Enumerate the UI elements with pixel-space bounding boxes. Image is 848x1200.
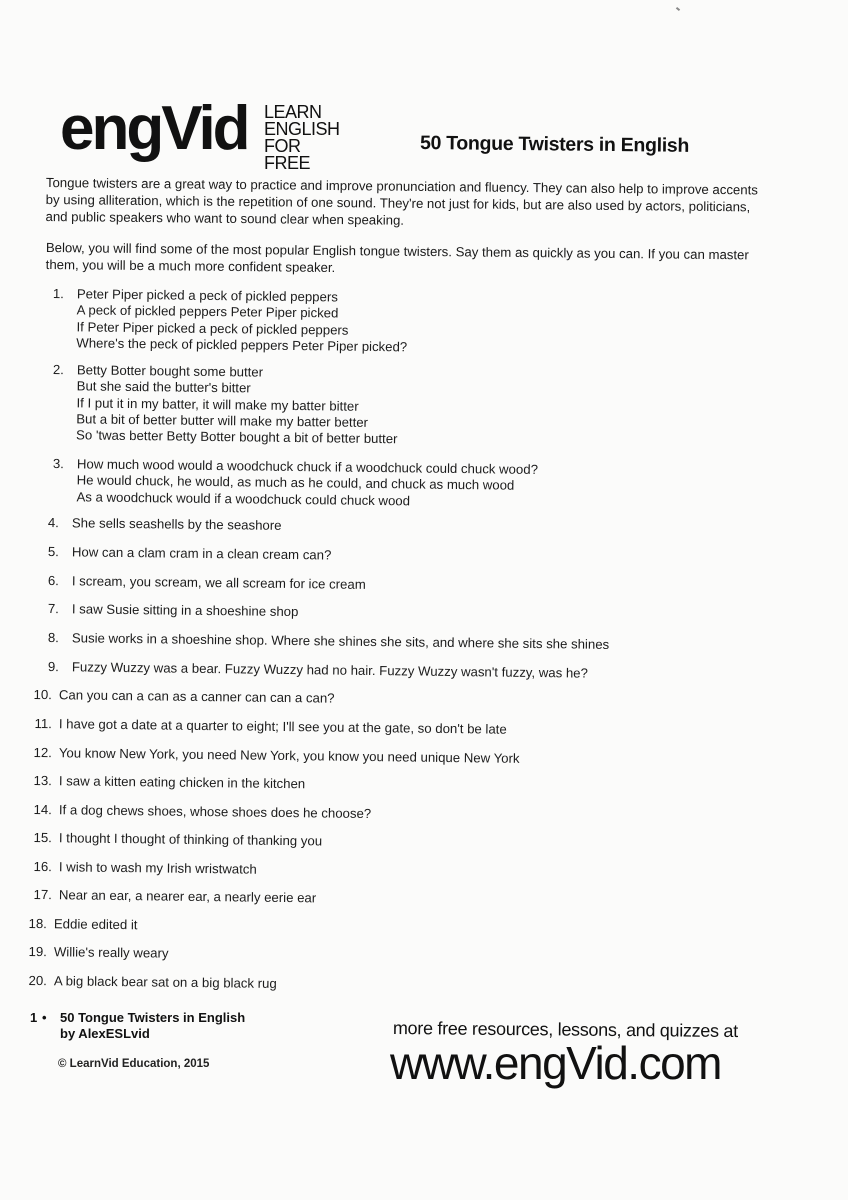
twister-number: 8. — [47, 630, 59, 646]
twister-line: Near an ear, a nearer ear, a nearly eerie ear — [58, 887, 317, 906]
copyright-notice: © LearnVid Education, 2015 — [58, 1058, 210, 1070]
twister-line: I have got a date at a quarter to eight; I'll see you at the gate, so don't be late — [58, 716, 507, 737]
logo-tagline-line: FOR FREE — [264, 136, 311, 173]
twister-line: I scream, you scream, we all scream for ice cream — [71, 573, 366, 592]
twister-number: 7. — [47, 601, 59, 617]
bullet-separator: • — [42, 1010, 47, 1025]
twister-number: 20. — [28, 972, 47, 989]
twister-number: 12. — [33, 744, 52, 761]
twister-number: 18. — [28, 915, 47, 932]
twister-text — [59, 716, 507, 738]
twister-number: 2. — [52, 362, 64, 378]
twister-line: Where's the peck of pickled peppers Peter Piper picked? — [76, 335, 408, 355]
twister-text — [59, 687, 335, 707]
twister-number: 15. — [33, 829, 52, 846]
footer-doc-title: 50 Tongue Twisters in English — [60, 1010, 246, 1025]
twister-text — [59, 830, 322, 850]
twister-text — [54, 916, 138, 933]
promo-text: more free resources, lessons, and quizzes at — [392, 1018, 738, 1042]
twister-text — [76, 362, 398, 447]
twister-line: Can you can a can as a canner can can a can? — [58, 687, 335, 706]
twister-number: 16. — [33, 858, 52, 875]
twister-text — [72, 544, 332, 563]
logo-tagline-line: ENGLISH — [264, 119, 340, 139]
twister-text — [72, 630, 609, 653]
intro-paragraph: Tongue twisters are a great way to practice and improve pronunciation and fluency. They can also help to improve accents by using alliteration, which is the repetition of one sound. They're not just for kids, but are also used by actors, politicians, and public speakers who want to sound clear when speaking. — [45, 174, 758, 228]
logo-tagline-line: LEARN — [264, 102, 322, 122]
twister-text — [59, 745, 520, 767]
twister-number: 5. — [47, 544, 59, 560]
twister-number: 11. — [34, 715, 52, 732]
twister-number: 17. — [33, 886, 52, 903]
twister-line: Fuzzy Wuzzy was a bear. Fuzzy Wuzzy had no hair. Fuzzy Wuzzy wasn't fuzzy, was he? — [71, 659, 589, 681]
twister-line: How can a clam cram in a clean cream can? — [71, 544, 332, 563]
twister-line: I saw a kitten eating chicken in the kitchen — [58, 773, 306, 792]
twister-line: I thought I thought of thinking of thanking you — [58, 830, 323, 849]
twister-line: Peter Piper picked a peck of pickled peppers — [76, 286, 338, 305]
twister-text — [54, 944, 169, 962]
twister-text — [76, 286, 408, 355]
twister-line: Betty Botter bought some butter — [76, 362, 264, 380]
twister-text — [76, 456, 538, 511]
site-url: www.engVid.com — [390, 1037, 721, 1089]
twister-line: You know New York, you need New York, you know you need unique New York — [58, 745, 520, 766]
intro-paragraph: Below, you will find some of the most popular English tongue twisters. Say them as quickly as you can. If you can master them, you will be a much more confident speaker. — [45, 239, 749, 276]
twister-line: If I put it in my batter, it will make my batter bitter — [76, 394, 359, 414]
twister-number: 3. — [52, 456, 64, 472]
twister-text — [72, 515, 282, 534]
twister-number: 6. — [47, 573, 59, 589]
twister-line: But she said the butter's bitter — [76, 378, 251, 396]
twister-line: He would chuck, he would, as much as he could, and chuck as much wood — [76, 472, 515, 493]
twister-line: A peck of pickled peppers Peter Piper picked — [76, 302, 339, 321]
twister-line: But a bit of better butter will make my batter better — [76, 411, 369, 430]
twister-line: So 'twas better Betty Botter bought a bit of better butter — [76, 427, 398, 447]
twister-line: I saw Susie sitting in a shoeshine shop — [71, 601, 299, 620]
twister-number: 14. — [33, 801, 52, 818]
twister-line: I wish to wash my Irish wristwatch — [58, 859, 257, 877]
twister-line: As a woodchuck would if a woodchuck could chuck wood — [76, 488, 411, 508]
twister-line: A big black bear sat on a big black rug — [53, 973, 277, 991]
twister-number: 4. — [47, 515, 59, 531]
twister-line: Eddie edited it — [53, 916, 138, 933]
twister-text — [54, 973, 277, 992]
twister-text — [59, 859, 257, 878]
twister-line: If Peter Piper picked a peck of pickled peppers — [76, 318, 349, 338]
twister-number: 10. — [33, 686, 52, 703]
twister-line: Willie's really weary — [53, 944, 169, 961]
twister-text — [72, 659, 588, 682]
twister-text — [72, 573, 366, 593]
twister-number: 9. — [47, 659, 59, 675]
page-title: 50 Tongue Twisters in English — [419, 132, 690, 157]
twister-text — [59, 802, 371, 822]
twister-line: If a dog chews shoes, whose shoes does he choose? — [58, 802, 372, 822]
page-number: 1 — [30, 1010, 38, 1025]
twister-text — [59, 887, 316, 906]
twister-line: Susie works in a shoeshine shop. Where she shines she sits, and where she sits she shines — [71, 630, 610, 652]
footer-author: by AlexESLvid — [60, 1026, 150, 1041]
twister-line: How much wood would a woodchuck chuck if a woodchuck could chuck wood? — [76, 456, 539, 477]
twister-line: She sells seashells by the seashore — [71, 515, 282, 533]
twister-number: 19. — [28, 943, 47, 960]
twister-number: 13. — [33, 772, 52, 789]
twister-text — [72, 601, 299, 620]
logo-word: engVid — [60, 94, 248, 163]
twister-number: 1. — [52, 286, 64, 302]
twister-text — [59, 773, 305, 792]
